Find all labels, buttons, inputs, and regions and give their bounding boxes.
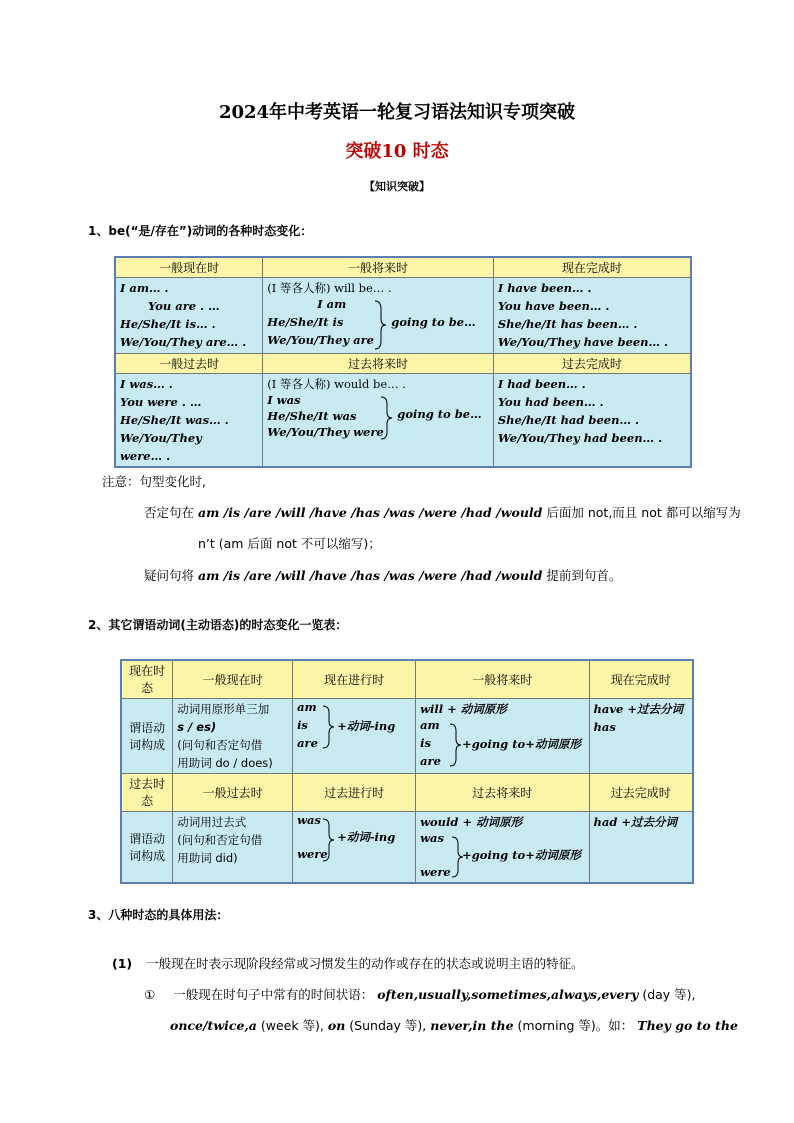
item-1-point-1-line2: once/twice,a (week 等), on (Sunday 等), never,in the (morning 等)。如： They go to the [170,1018,738,1033]
section-3-heading: 3、八种时态的具体用法： [88,908,229,922]
table-cell: (I 等各人称) will be… . I am He/She/It is We/You/They are going to be… [263,278,494,354]
header-cell: 一般将来时 [416,660,589,698]
table-cell: will + 动词原形 am is are +going to+动词原形 [416,698,589,773]
item-1: (1) 一般现在时表示现阶段经常或习惯发生的动作或存在的状态或说明主语的特征。 [112,956,584,971]
table-cell: I was… . You were . … He/She/It was… . We/You/They were… . [115,374,263,468]
section-1-heading: 1、be(“是/存在”)动词的各种时态变化： [88,224,313,238]
table-cell: (I 等各人称) would be… . I was He/She/It was We/You/They were going to be… [263,374,494,468]
section-tag: 【知识突破】 [364,180,430,193]
note-negative-line2: n’t (am 后面 not 不可以缩写)； [198,536,381,551]
be-tense-table [114,256,692,468]
section-2-heading: 2、其它谓语动词(主动语态)的时态变化一览表： [88,618,348,632]
header-cell: 一般过去时 [173,773,293,811]
table-cell: I had been… . You had been… . She/he/It had been… . We/You/They had been… . [493,374,691,468]
header-cell: 过去进行时 [293,773,416,811]
header-cell: 过去将来时 [263,354,494,374]
header-cell: 一般过去时 [115,354,263,374]
header-cell: 一般现在时 [115,257,263,278]
table-cell: was were +动词-ing [293,811,416,883]
note-negative: 否定句在 am /is /are /will /have /has /was /were /had /would 后面加 not,而且 not 都可以缩写为 [144,505,741,520]
header-cell: 现在完成时 [493,257,691,278]
tense-table [120,659,694,884]
table-cell: 动词用过去式 (问句和否定句借 用助词 did) [173,811,293,883]
table-cell: 动词用原形单三加 s / es) (问句和否定句借 用助词 do / does) [173,698,293,773]
header-cell: 过去完成时 [493,354,691,374]
table-cell: I am… . You are . … He/She/It is… . We/You/They are… . [115,278,263,354]
header-cell: 现在进行时 [293,660,416,698]
header-cell: 过去将来时 [416,773,589,811]
table-cell: would + 动词原形 was were +going to+动词原形 [416,811,589,883]
page-title: 2024年中考英语一轮复习语法知识专项突破 [218,102,576,123]
header-cell: 一般现在时 [173,660,293,698]
brace-icon [373,299,387,351]
page-subtitle: 突破10 时态 [345,141,449,162]
brace-icon [379,395,393,441]
brace-icon [321,817,335,863]
item-1-point-1: ① 一般现在时句子中常有的时间状语： often,usually,sometimes,always,every (day 等), [144,987,696,1002]
header-cell: 过去完成时 [589,773,693,811]
header-cell: 过去时态 [121,773,173,811]
note-question: 疑问句将 am /is /are /will /have /has /was /were /had /would 提前到句首。 [144,568,622,583]
row-label: 谓语动词构成 [121,811,173,883]
brace-icon [448,722,462,768]
row-label: 谓语动词构成 [121,698,173,773]
table-cell: have +过去分词 has [589,698,693,773]
brace-icon [321,704,335,750]
header-cell: 现在完成时 [589,660,693,698]
table-cell: had +过去分词 [589,811,693,883]
table-cell: am is are +动词-ing [293,698,416,773]
note-label: 注意：句型变化时, [102,474,206,489]
header-cell: 现在时态 [121,660,173,698]
table-cell: I have been… . You have been… . She/he/It has been… . We/You/They have been… . [493,278,691,354]
header-cell: 一般将来时 [263,257,494,278]
